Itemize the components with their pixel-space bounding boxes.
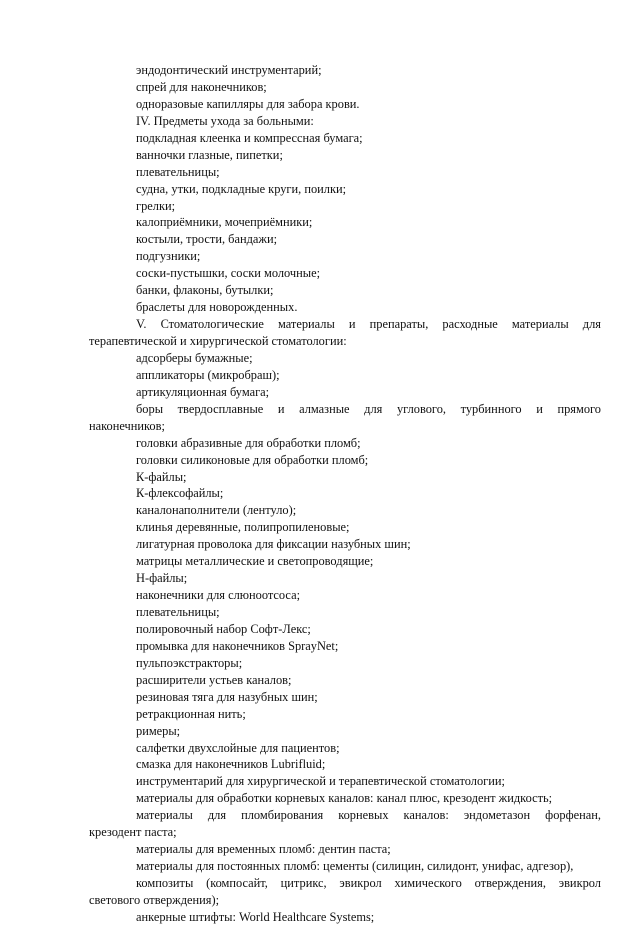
text-line: Н-файлы;: [136, 571, 188, 586]
text-line: материалы для пломбирования корневых каналов: эндометазон форфенан,: [136, 808, 601, 823]
text-line: крезодент паста;: [89, 825, 177, 840]
text-line: светового отверждения);: [89, 892, 220, 907]
text-line: каналонаполнители (лентуло);: [136, 503, 297, 518]
text-line: плевательницы;: [136, 605, 220, 619]
text-line: аппликаторы (микробраш);: [136, 367, 280, 382]
text-line: костыли, трости, бандажи;: [136, 232, 278, 247]
text-line: композиты (компосайт, цитрикс, эвикрол химического отверждения, эвикрол: [136, 876, 601, 890]
text-line: наконечники для слюноотсоса;: [136, 588, 301, 603]
text-line: наконечников;: [89, 418, 165, 433]
text-line: смазка для наконечников Lubrifluid;: [136, 757, 326, 772]
text-line: головки силиконовые для обработки пломб;: [136, 452, 369, 467]
text-line: спрей для наконечников;: [136, 79, 267, 94]
text-line: подгузники;: [136, 249, 201, 264]
text-line: V. Стоматологические материалы и препараты, расходные материалы для: [136, 317, 601, 332]
text-line: головки абразивные для обработки пломб;: [136, 435, 361, 450]
text-line: анкерные штифты: World Healthcare Systems;: [136, 909, 375, 924]
text-line: материалы для временных пломб: дентин паста;: [136, 842, 391, 857]
text-line: материалы для обработки корневых каналов: канал плюс, крезодент жидкость;: [136, 791, 553, 806]
text-line: артикуляционная бумага;: [136, 384, 270, 399]
text-line: клинья деревянные, полипропиленовые;: [136, 520, 350, 535]
text-line: промывка для наконечников SprayNet;: [136, 638, 339, 653]
text-line: адсорберы бумажные;: [136, 350, 253, 365]
text-line: боры твердосплавные и алмазные для углового, турбинного и прямого: [136, 401, 601, 416]
text-line: грелки;: [136, 198, 176, 213]
text-line: IV. Предметы ухода за больными:: [136, 113, 314, 128]
text-line: ванночки глазные, пипетки;: [136, 147, 283, 162]
document-body: [89, 62, 601, 926]
text-line: материалы для постоянных пломб: цементы (силицин, силидонт, унифас, адгезор),: [136, 859, 574, 874]
text-line: К-флексофайлы;: [136, 486, 224, 501]
text-line: плевательницы;: [136, 164, 220, 179]
text-line: салфетки двухслойные для пациентов;: [136, 740, 340, 755]
text-line: банки, флаконы, бутылки;: [136, 283, 274, 298]
text-line: матрицы металлические и светопроводящие;: [136, 554, 374, 569]
text-line: расширители устьев каналов;: [136, 672, 292, 687]
text-line: одноразовые капилляры для забора крови.: [136, 96, 360, 111]
text-line: судна, утки, подкладные круги, поилки;: [136, 181, 347, 196]
text-line: калоприёмники, мочеприёмники;: [136, 215, 313, 230]
text-line: римеры;: [136, 723, 181, 738]
text-line: лигатурная проволока для фиксации назубных шин;: [136, 537, 411, 552]
text-line: инструментарий для хирургической и терапевтической стоматологии;: [136, 774, 505, 789]
text-line: полировочный набор Софт-Лекс;: [136, 621, 311, 636]
text-line: терапевтической и хирургической стоматологии:: [89, 334, 347, 348]
text-line: пульпоэкстракторы;: [136, 655, 243, 670]
text-line: эндодонтический инструментарий;: [136, 63, 322, 77]
text-line: соски-пустышки, соски молочные;: [136, 266, 321, 281]
text-line: браслеты для новорожденных.: [136, 300, 298, 315]
text-line: резиновая тяга для назубных шин;: [136, 689, 318, 704]
text-line: К-файлы;: [136, 469, 187, 484]
text-line: подкладная клеенка и компрессная бумага;: [136, 130, 363, 145]
text-line: ретракционная нить;: [136, 706, 246, 721]
